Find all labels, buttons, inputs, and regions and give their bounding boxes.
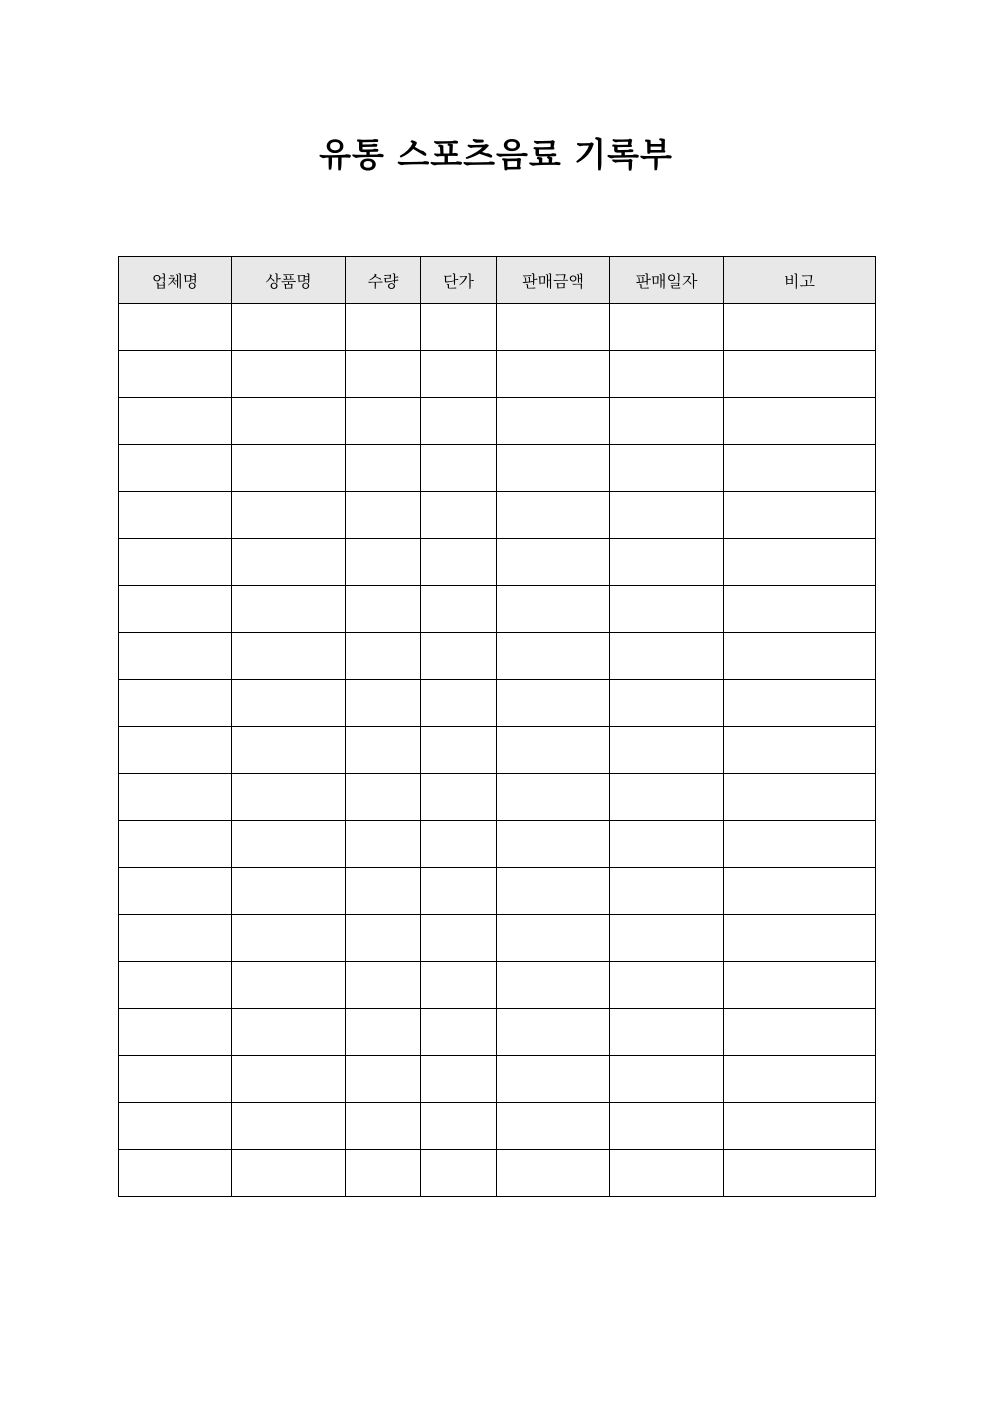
table-cell[interactable] [610,586,724,633]
table-cell[interactable] [119,915,232,962]
table-cell[interactable] [119,1150,232,1197]
table-cell[interactable] [346,1150,421,1197]
table-cell[interactable] [610,962,724,1009]
table-cell[interactable] [724,633,876,680]
table-cell[interactable] [497,586,610,633]
column-header-sales-date: 판매일자 [610,257,724,304]
table-row [119,868,876,915]
table-cell[interactable] [119,539,232,586]
table-cell[interactable] [724,868,876,915]
table-cell[interactable] [497,962,610,1009]
table-cell[interactable] [346,821,421,868]
table-body [119,304,876,1197]
table-cell[interactable] [119,680,232,727]
table-row [119,962,876,1009]
table-cell[interactable] [724,398,876,445]
table-cell[interactable] [724,915,876,962]
table-cell[interactable] [232,915,346,962]
table-cell[interactable] [610,633,724,680]
table-cell[interactable] [346,351,421,398]
table-cell[interactable] [232,1056,346,1103]
table-cell[interactable] [119,304,232,351]
table-row [119,351,876,398]
table-cell[interactable] [232,351,346,398]
table-cell[interactable] [724,1150,876,1197]
table-cell[interactable] [724,304,876,351]
table-cell[interactable] [610,445,724,492]
page-title: 유통 스포츠음료 기록부 [319,135,673,174]
table-cell[interactable] [232,398,346,445]
table-cell[interactable] [497,727,610,774]
table-cell[interactable] [119,633,232,680]
table-cell[interactable] [421,821,497,868]
table-cell[interactable] [232,492,346,539]
table-cell[interactable] [610,774,724,821]
table-cell[interactable] [497,492,610,539]
table-cell[interactable] [421,680,497,727]
header-row [119,257,876,304]
table-cell[interactable] [346,915,421,962]
table-header [119,257,876,304]
table-cell[interactable] [346,633,421,680]
table-cell[interactable] [421,1103,497,1150]
table-cell[interactable] [497,1103,610,1150]
table-cell[interactable] [724,445,876,492]
table-cell[interactable] [610,351,724,398]
table-row [119,539,876,586]
table-cell[interactable] [346,445,421,492]
table-cell[interactable] [497,774,610,821]
table-cell[interactable] [346,398,421,445]
table-row [119,1056,876,1103]
column-header-company: 업체명 [119,257,232,304]
table-cell[interactable] [724,774,876,821]
table-cell[interactable] [724,680,876,727]
table-cell[interactable] [232,774,346,821]
table-cell[interactable] [497,351,610,398]
table-cell[interactable] [497,304,610,351]
table-cell[interactable] [497,1150,610,1197]
table-cell[interactable] [497,445,610,492]
table-row [119,492,876,539]
table-row [119,398,876,445]
table-cell[interactable] [497,868,610,915]
table-cell[interactable] [232,1103,346,1150]
table-cell[interactable] [119,586,232,633]
table-cell[interactable] [421,633,497,680]
table-row [119,915,876,962]
column-header-product: 상품명 [232,257,346,304]
table-cell[interactable] [232,821,346,868]
table-cell[interactable] [346,492,421,539]
table-row [119,586,876,633]
table-cell[interactable] [610,727,724,774]
table-row [119,633,876,680]
table-cell[interactable] [724,1103,876,1150]
table-cell[interactable] [119,821,232,868]
table-cell[interactable] [346,680,421,727]
table-cell[interactable] [610,1009,724,1056]
table-cell[interactable] [119,351,232,398]
table-cell[interactable] [421,304,497,351]
table-cell[interactable] [724,539,876,586]
table-cell[interactable] [232,868,346,915]
table-cell[interactable] [421,774,497,821]
table-cell[interactable] [610,680,724,727]
table-cell[interactable] [119,1103,232,1150]
table-cell[interactable] [232,680,346,727]
table-row [119,445,876,492]
table-cell[interactable] [610,304,724,351]
table-row [119,680,876,727]
record-table [118,256,876,1197]
table-cell[interactable] [497,680,610,727]
table-cell[interactable] [610,1056,724,1103]
table-row [119,1150,876,1197]
table-cell[interactable] [421,351,497,398]
table-cell[interactable] [421,586,497,633]
table-cell[interactable] [232,304,346,351]
table-cell[interactable] [232,633,346,680]
table-cell[interactable] [119,1056,232,1103]
table-cell[interactable] [610,821,724,868]
table-cell[interactable] [497,539,610,586]
table-cell[interactable] [421,1056,497,1103]
table-cell[interactable] [497,633,610,680]
table-cell[interactable] [421,539,497,586]
table-cell[interactable] [421,868,497,915]
table-cell[interactable] [724,1009,876,1056]
table-cell[interactable] [421,1150,497,1197]
table-cell[interactable] [232,445,346,492]
table-cell[interactable] [724,351,876,398]
table-cell[interactable] [497,821,610,868]
table-row [119,727,876,774]
column-header-unit-price: 단가 [421,257,497,304]
table-cell[interactable] [119,1009,232,1056]
table-cell[interactable] [421,915,497,962]
table-cell[interactable] [346,868,421,915]
table-cell[interactable] [232,962,346,1009]
table-cell[interactable] [421,492,497,539]
table-cell[interactable] [119,774,232,821]
table-cell[interactable] [610,868,724,915]
table-cell[interactable] [119,445,232,492]
table-cell[interactable] [346,1103,421,1150]
table-cell[interactable] [232,1150,346,1197]
table-cell[interactable] [232,539,346,586]
table-cell[interactable] [724,821,876,868]
table-cell[interactable] [346,586,421,633]
table-cell[interactable] [119,962,232,1009]
table-cell[interactable] [232,1009,346,1056]
table-cell[interactable] [724,727,876,774]
table-cell[interactable] [610,492,724,539]
column-header-remarks: 비고 [724,257,876,304]
table-cell[interactable] [497,1056,610,1103]
column-header-sales-amount: 판매금액 [497,257,610,304]
table-cell[interactable] [610,1150,724,1197]
table-cell[interactable] [119,398,232,445]
table-cell[interactable] [346,539,421,586]
table-cell[interactable] [497,398,610,445]
table-cell[interactable] [497,915,610,962]
table-cell[interactable] [346,727,421,774]
table-row [119,1009,876,1056]
table-cell[interactable] [232,727,346,774]
table-cell[interactable] [119,727,232,774]
table-cell[interactable] [119,868,232,915]
table-cell[interactable] [421,727,497,774]
table-cell[interactable] [724,962,876,1009]
table-cell[interactable] [346,1009,421,1056]
table-cell[interactable] [346,774,421,821]
table-cell[interactable] [610,398,724,445]
table-cell[interactable] [119,492,232,539]
table-cell[interactable] [610,539,724,586]
table-row [119,304,876,351]
table-cell[interactable] [421,398,497,445]
table-cell[interactable] [497,1009,610,1056]
table-row [119,821,876,868]
table-cell[interactable] [421,445,497,492]
table-cell[interactable] [232,586,346,633]
table-cell[interactable] [724,586,876,633]
table-row [119,1103,876,1150]
table-cell[interactable] [610,1103,724,1150]
table-cell[interactable] [346,304,421,351]
column-header-quantity: 수량 [346,257,421,304]
table-cell[interactable] [346,1056,421,1103]
table-cell[interactable] [421,962,497,1009]
table-cell[interactable] [421,1009,497,1056]
table-row [119,774,876,821]
table-cell[interactable] [346,962,421,1009]
table-cell[interactable] [724,1056,876,1103]
table-cell[interactable] [724,492,876,539]
table-cell[interactable] [610,915,724,962]
